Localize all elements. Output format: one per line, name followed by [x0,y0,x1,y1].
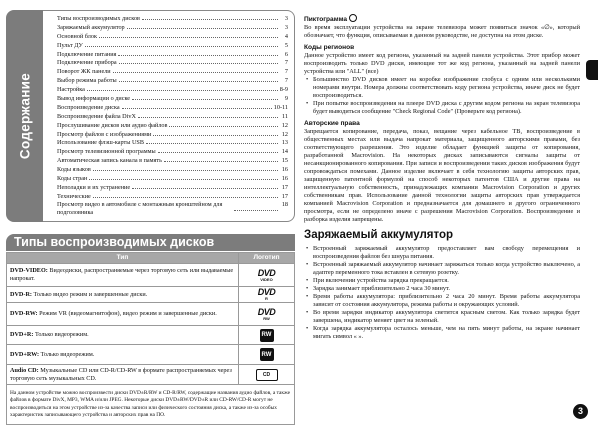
table-row [7,303,295,326]
toc-leader [158,147,278,153]
toc-leader [119,58,278,64]
toc-entry-page: 3 [284,15,288,22]
table-row [7,264,295,287]
toc-entry[interactable] [57,23,288,32]
list-item: • Время работы аккумулятора: приблизительно 2 часа 20 минут. Время работы аккумулятора зависит от состояния аккумулятора, режима работы и окружающих условий. [305,293,580,309]
disc-types-table [6,252,295,425]
dvd-logo-icon: DVD VIDEO [257,267,276,282]
toc-entry[interactable] [57,85,288,94]
disc-type-cell: DVD-R: Только видео режим и завершенные диски. [7,287,239,303]
toc-entry-label: Автоматическая запись канала в память [57,157,162,165]
toc-entry-label: Воспроизведение диска [57,103,120,111]
toc-entry[interactable] [57,147,288,156]
disc-compat-note: На данном устройстве можно воспроизвести диски DVD±R/RW и CD-R/RW, содержащие названия аудио файлов, а также файлов в формате DivX, MP3, WMA и/или JPEG. Некоторые диски DVD±RW/DVD±R или CD-RW/CD-R могут не воспроизводиться на этом устройстве из-за качества записи или физического состояния диска, а также из-за особых характеристик записывающего устройства и авторских прав на ПО. [7,385,295,425]
list-item: • Во время зарядки индикатор аккумулятора светится красным светом. Как только зарядка будет завершена, индикатор меняет цвет на зеленый. [305,309,580,325]
pictogram-text: Во время эксплуатации устройства на экране телевизора может появиться значок «∅», который обозначает, что функция, описываемая в данном руководстве, не доступна на этом диске. [304,24,580,39]
toc-entry-label: Типы воспроизводимых дисков [57,15,140,22]
table-row [7,365,295,385]
list-item: • Зарядка занимает приблизительно 2 часа 30 минут. [305,285,580,293]
toc-leader [99,32,278,38]
battery-list [305,245,580,341]
toc-entry-label: Технические [57,192,91,200]
rw-logo-icon: RW [260,329,274,342]
toc-entry-page: 17 [281,183,288,191]
disc-logo-cell [239,326,295,345]
toc-leader [132,94,278,100]
toc-leader [153,130,278,136]
toc-side-tab [6,10,43,222]
disc-logo-cell [239,303,295,326]
toc-leader [234,205,278,211]
toc-leader [122,103,272,109]
toc-entry-label: Коды языков [57,166,91,174]
toc-entry-label: Прослушивание дисков или аудио файлов [57,121,168,129]
toc-entry-page: 8-9 [279,86,288,94]
disc-types-heading: Типы воспроизводимых дисков [6,234,295,251]
toc-entry[interactable] [57,58,288,67]
toc-entry[interactable] [57,103,288,112]
toc-leader [169,121,278,127]
toc-leader [89,174,278,180]
toc-entry[interactable] [57,94,288,103]
table-note-row [7,385,295,425]
toc-entry[interactable] [57,112,288,121]
toc-entry-label: Использование флэш-карты USB [57,139,144,147]
toc-entry-page: 6 [284,50,288,58]
toc-leader [127,23,278,29]
toc-entry-label: Воспроизведение файла DivX [57,112,136,120]
side-tab-marker [586,60,598,80]
list-item: • Встроенный заряжаемый аккумулятор начинает заряжаться только когда устройство выключено, а адаптер переменного тока вставлен в сетевую розетку. [305,261,580,277]
toc-entry-label: Основной блок [57,32,97,40]
disc-logo-cell [239,287,295,303]
toc-entry-label: Коды стран [57,175,88,183]
region-heading: Коды регионов [304,44,355,51]
toc-entry-page: 11 [282,112,288,120]
dvd-logo-icon: DVD R [257,287,276,301]
toc-entry-label: Подключение прибора [57,59,117,67]
toc-entry[interactable] [57,138,288,147]
toc-entry[interactable] [57,201,288,217]
toc-entry-page: 13 [281,139,288,147]
battery-heading: Заряжаемый аккумулятор [304,229,454,241]
list-item: • Когда зарядка аккумулятора осталось меньше, чем на пять минут работы, на экране начинает мигать символ « ». [305,325,580,341]
toc-title: Содержание [17,72,32,160]
disc-logo-cell [239,264,295,287]
toc-entry[interactable] [57,67,288,76]
toc-entry-page: 7 [284,59,288,67]
toc-leader [93,165,278,171]
toc-entry[interactable] [57,192,288,201]
toc-entry[interactable] [57,156,288,165]
toc-entry-label: Выбор режима работы [57,77,117,85]
table-row [7,345,295,365]
toc-entry-label: Неполадки и их устранение [57,183,131,191]
copyright-text: Запрещается копирование, передача, показ, вещание через кабельное ТВ, воспроизведение в общественных местах или выдача напрокат материала, защищенного авторскими правами, без соответствующего разрешения. Это изделие обладает функцией защиты от копирования, разработанной Macrovision. На некоторых дисках записываются сигналы защиты от несанкционированного копирования. При записи и воспроизведении таких дисков изображения будут сопровождаться помехами. Данное изделие включает в себя технологию защиты авторских прав, защищенную патентной формулой на способ некоторых патентов США и другие права на интеллектуальную собственность, принадлежащих компании Macrovision Corporation и других собственникам прав. Использование данной технологии защиты авторских прав утверждается компанией Macrovision Corporation и предназначается для домашнего и другого ограниченного просмотра, если не определено иначе с разрешения Macrovision Corporation. Воспроизведение и разборка изделия запрещены. [304,128,580,223]
toc-entry[interactable] [57,121,288,130]
toc-entry[interactable] [57,183,288,192]
toc-entry[interactable] [57,165,288,174]
toc-entry[interactable] [57,174,288,183]
toc-entry-page: 7 [284,77,288,85]
disc-type-cell: DVD-VIDEO: Видеодиски, распространяемые через торговую сеть или выдаваемые напрокат. [7,264,239,287]
toc-entry-page: 4 [284,32,288,40]
page-number: 3 [573,404,588,419]
prohibited-icon [349,14,357,22]
toc-entry-page: 15 [281,157,288,165]
toc-leader [164,156,278,162]
toc-entry-page: 18 [281,200,288,208]
toc-entry-page: 7 [284,68,288,76]
toc-leader [138,112,278,118]
toc-entry[interactable] [57,76,288,85]
toc-entry-page: 12 [281,130,288,138]
column-header-type: Тип [7,253,239,264]
toc-entry-label: Вывод информации о диске [57,95,131,103]
toc-entry[interactable] [57,32,288,41]
region-list [305,76,580,116]
disc-logo-cell [239,345,295,365]
list-item: • При попытке воспроизведения на плеере DVD диска с другим кодом региона на экран телевизора будет выводиться сообщение "Check Regional Code" (Проверьте код региона). [305,100,580,116]
toc-leader [113,67,278,73]
copyright-heading: Авторские права [304,120,360,127]
list-item: • Большинство DVD дисков имеет на коробке изображение глобуса с одним или несколькими номерами внутри. Номера должны соответствовать коду региона устройства, иначе диск не будет воспроизводиться. [305,76,580,100]
toc-leader [132,183,278,189]
list-item: • Встроенный заряжаемый аккумулятор предоставляет вам свободу перемещения и воспроизведения файлов без шнура питания. [305,245,580,261]
toc-entry-label: Подключение питания [57,50,117,58]
toc-leader [119,76,278,82]
column-header-logo: Логотип [239,253,295,264]
compact-disc-logo-icon: CD [256,369,278,381]
region-text: Данное устройство имеет код региона, указанный на задней панели устройства. Этот прибор может воспроизводить только DVD диски, имеющие тот же код региона, указанный на задней панели устройства или "ALL" (все) [304,52,580,75]
toc-entry-page: 12 [281,121,288,129]
disc-type-cell: DVD-RW: Режим VR (видеомагнитофон), видео режим и завершенные диски. [7,303,239,326]
toc-entry[interactable] [57,50,288,59]
toc-entry-label: Просмотр файлов с изображениями [57,130,152,138]
toc-entry[interactable] [57,41,288,50]
toc-entry-label: Просмотр видео в автомобиле с монтажным кронштейном для подголовника [57,200,223,216]
toc-entry-page: 5 [284,41,288,49]
pictogram-heading: Пиктограмма [304,14,580,24]
list-item: • При включении устройства зарядка прекращается. [305,277,580,285]
toc-entry-page: 3 [284,23,288,31]
toc-leader [87,85,278,91]
rw-logo-icon: RW [260,348,274,361]
toc-entry-label: Просмотр телевизионной программы [57,148,156,156]
toc-entry-page: 16 [281,175,288,183]
toc-entry-page: 17 [281,192,288,200]
toc-leader [142,14,278,20]
toc-box [43,10,295,222]
toc-leader [146,138,278,144]
disc-type-cell: Audio CD: Музыкальные CD или CD-R/CD-RW в формате распространяемых через торговую сеть музыкальных CD. [7,365,239,385]
toc-entry-label: Поворот ЖК панели [57,68,111,76]
table-row [7,287,295,303]
table-row [7,326,295,345]
dvd-logo-icon: DVD RW [257,306,276,321]
disc-logo-cell [239,365,295,385]
disc-type-cell: DVD+R: Только видеорежим. [7,326,239,345]
toc-entry-label: Настройка [57,86,85,94]
disc-type-cell: DVD+RW: Только видеорежим. [7,345,239,365]
toc-entry-label: Пульт ДУ [57,41,83,49]
toc-entry-page: 10-11 [273,103,288,111]
toc-entry-page: 14 [281,148,288,156]
toc-entry[interactable] [57,130,288,139]
toc-leader [93,192,278,198]
toc-entry-label: Заряжаемый аккумулятор [57,23,125,31]
toc-entry-page: 9 [284,95,288,103]
toc-leader [118,50,278,56]
toc-entry[interactable] [57,14,288,23]
right-column [304,14,580,341]
toc-entry-page: 16 [281,166,288,174]
toc-leader [85,41,278,47]
